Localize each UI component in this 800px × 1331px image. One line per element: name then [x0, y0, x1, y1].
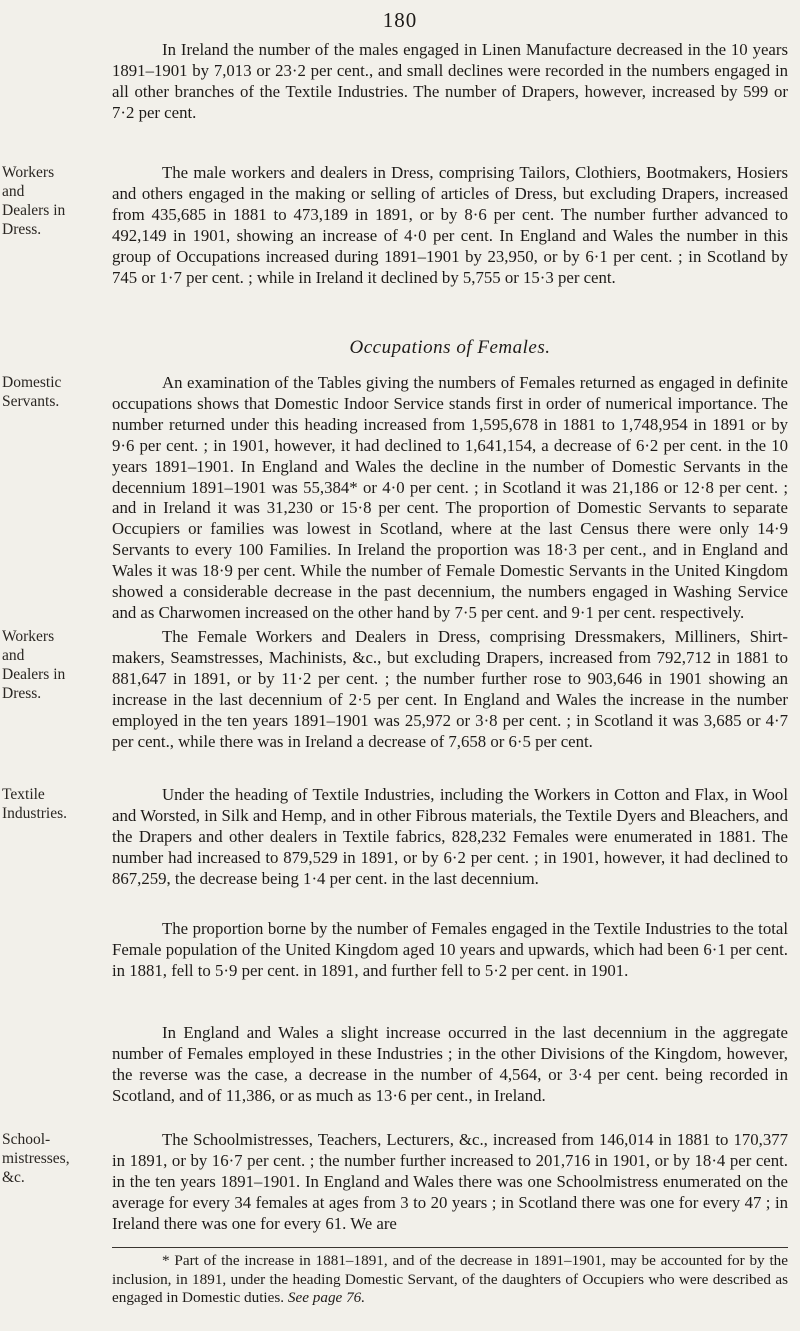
margin-note-workers-dress-males: Workers and Dealers in Dress. [2, 164, 66, 238]
paragraph-male-dress: The male workers and dealers in Dress, comprising Tailors, Clothiers, Bootmakers, Hosiers and others engaged in the making or selling of articles of Dress, but excluding Drapers, increased from 435,685 in 1881 to 473,189 in 1891, or by 8·6 per cent. The number further advanced to 492,149 in 1901, showing an increase of 4·0 per cent. In England and Wales the number in this group of Occupations increased during 1891–1901 by 23,950, or by 6·1 per cent. ; in Scotland by 745 or 1·7 per cent. ; while in Ireland it declined by 5,755 or 15·3 per cent. [112, 163, 788, 287]
paragraph-textile-proportion: The proportion borne by the number of Females engaged in the Textile Industries to the total Female population of the United Kingdom aged 10 years and upwards, which had been 6·1 per cent. in 1881, fell to 5·9 per cent. in 1891, and further fell to 5·2 per cent. in 1901. [112, 919, 788, 980]
footnote [112, 1252, 788, 1308]
paragraph-textile: Under the heading of Textile Industries, including the Workers in Cotton and Flax, in Wool and Worsted, in Silk and Hemp, and in other Fibrous materials, the Textile Dyers and Bleachers, and the Drapers and other dealers in Textile fabrics, 828,232 Females were enumerated in 1881. The number had increased to 879,529 in 1891, or by 6·2 per cent. ; in 1901, however, it had declined to 867,259, the decrease being 1·4 per cent. in the last decennium. [112, 785, 788, 888]
paragraph-female-dress: The Female Workers and Dealers in Dress, comprising Dressmakers, Milliners, Shirt-makers, Seamstresses, Machinists, &c., but excluding Drapers, increased from 792,712 in 1881 to 881,647 in 1891, or by 11·2 per cent. ; the number further rose to 903,646 in 1901 showing an increase in the last decennium of 2·5 per cent. In England and Wales the increase in the number employed in the ten years 1891–1901 was 25,972 or 3·8 per cent. ; in Scotland it was 3,685 or 4·7 per cent., while there was in Ireland a decrease of 7,658 or 6·5 per cent. [112, 627, 788, 751]
paragraph-domestic-servants: An examination of the Tables giving the numbers of Females returned as engaged in definite occupations shows that Domestic Indoor Service stands first in order of numerical importance. The number returned under this heading increased from 1,595,678 in 1881 to 1,748,954 in 1891 or by 9·6 per cent. ; in 1901, however, it had declined to 1,641,154, a decrease of 6·2 per cent. in the 10 years 1891–1901. In England and Wales the decline in the number of Domestic Servants in the decennium 1891–1901 was 55,384* or 4·0 per cent. ; in Scotland it was 21,186 or 12·8 per cent. ; and in Ireland it was 31,230 or 15·8 per cent. The proportion of Domestic Servants to separate Occupiers or families was lowest in Scotland, where at the last Census there were only 14·9 Servants to every 100 Families. In Ireland the proportion was 18·3 per cent., and in England and Wales it was 18·9 per cent. While the number of Female Domestic Servants in the United Kingdom showed a considerable decrease in the past decennium, the numbers engaged in Washing Service and as Charwomen increased on the other hand by 7·5 per cent. and 9·1 per cent. respectively. [112, 373, 788, 622]
footnote-text: * Part of the increase in 1881–1891, and of the decrease in 1891–1901, may be accounted for by the inclusion, in 1891, under the heading Domestic Servant, of the daughters of Occupiers who were described as engaged in Domestic duties. [112, 1252, 788, 1306]
margin-note-schoolmistresses: School- mistresses, &c. [2, 1131, 70, 1186]
section-heading: Occupations of Females. [349, 337, 551, 358]
paragraph-textile-england: In England and Wales a slight increase occurred in the last decennium in the aggregate number of Females employed in these Industries ; in the other Divisions of the Kingdom, however, the reverse was the case, a decrease in the number of 4,564, or 3·4 per cent. being recorded in Scotland, and of 11,386, or as much as 13·6 per cent., in Ireland. [112, 1023, 788, 1105]
paragraph-schoolmistresses: The Schoolmistresses, Teachers, Lecturers, &c., increased from 146,014 in 1881 to 170,377 in 1891, or by 16·7 per cent. ; the number further increased to 201,716 in 1901, or by 18·4 per cent. in the ten years 1891–1901. In England and Wales there was one Schoolmistress enumerated on the average for every 34 females at ages from 3 to 20 years ; in Scotland there was one for every 47 ; in Ireland there was one for every 61. We are [112, 1130, 788, 1233]
margin-note-textile-industries: Textile Industries. [2, 786, 68, 822]
footnote-rule [112, 1247, 788, 1248]
margin-note-workers-dress-females: Workers and Dealers in Dress. [2, 628, 66, 702]
footnote-see-reference: See page 76. [287, 1289, 366, 1306]
page-number: 180 [382, 8, 418, 32]
paragraph-linen: In Ireland the number of the males engaged in Linen Manufacture decreased in the 10 years 1891–1901 by 7,013 or 23·2 per cent., and small declines were recorded in the numbers engaged in all other branches of the Textile Industries. The number of Drapers, however, increased by 599 or 7·2 per cent. [112, 40, 788, 122]
margin-note-domestic-servants: Domestic Servants. [2, 374, 62, 410]
